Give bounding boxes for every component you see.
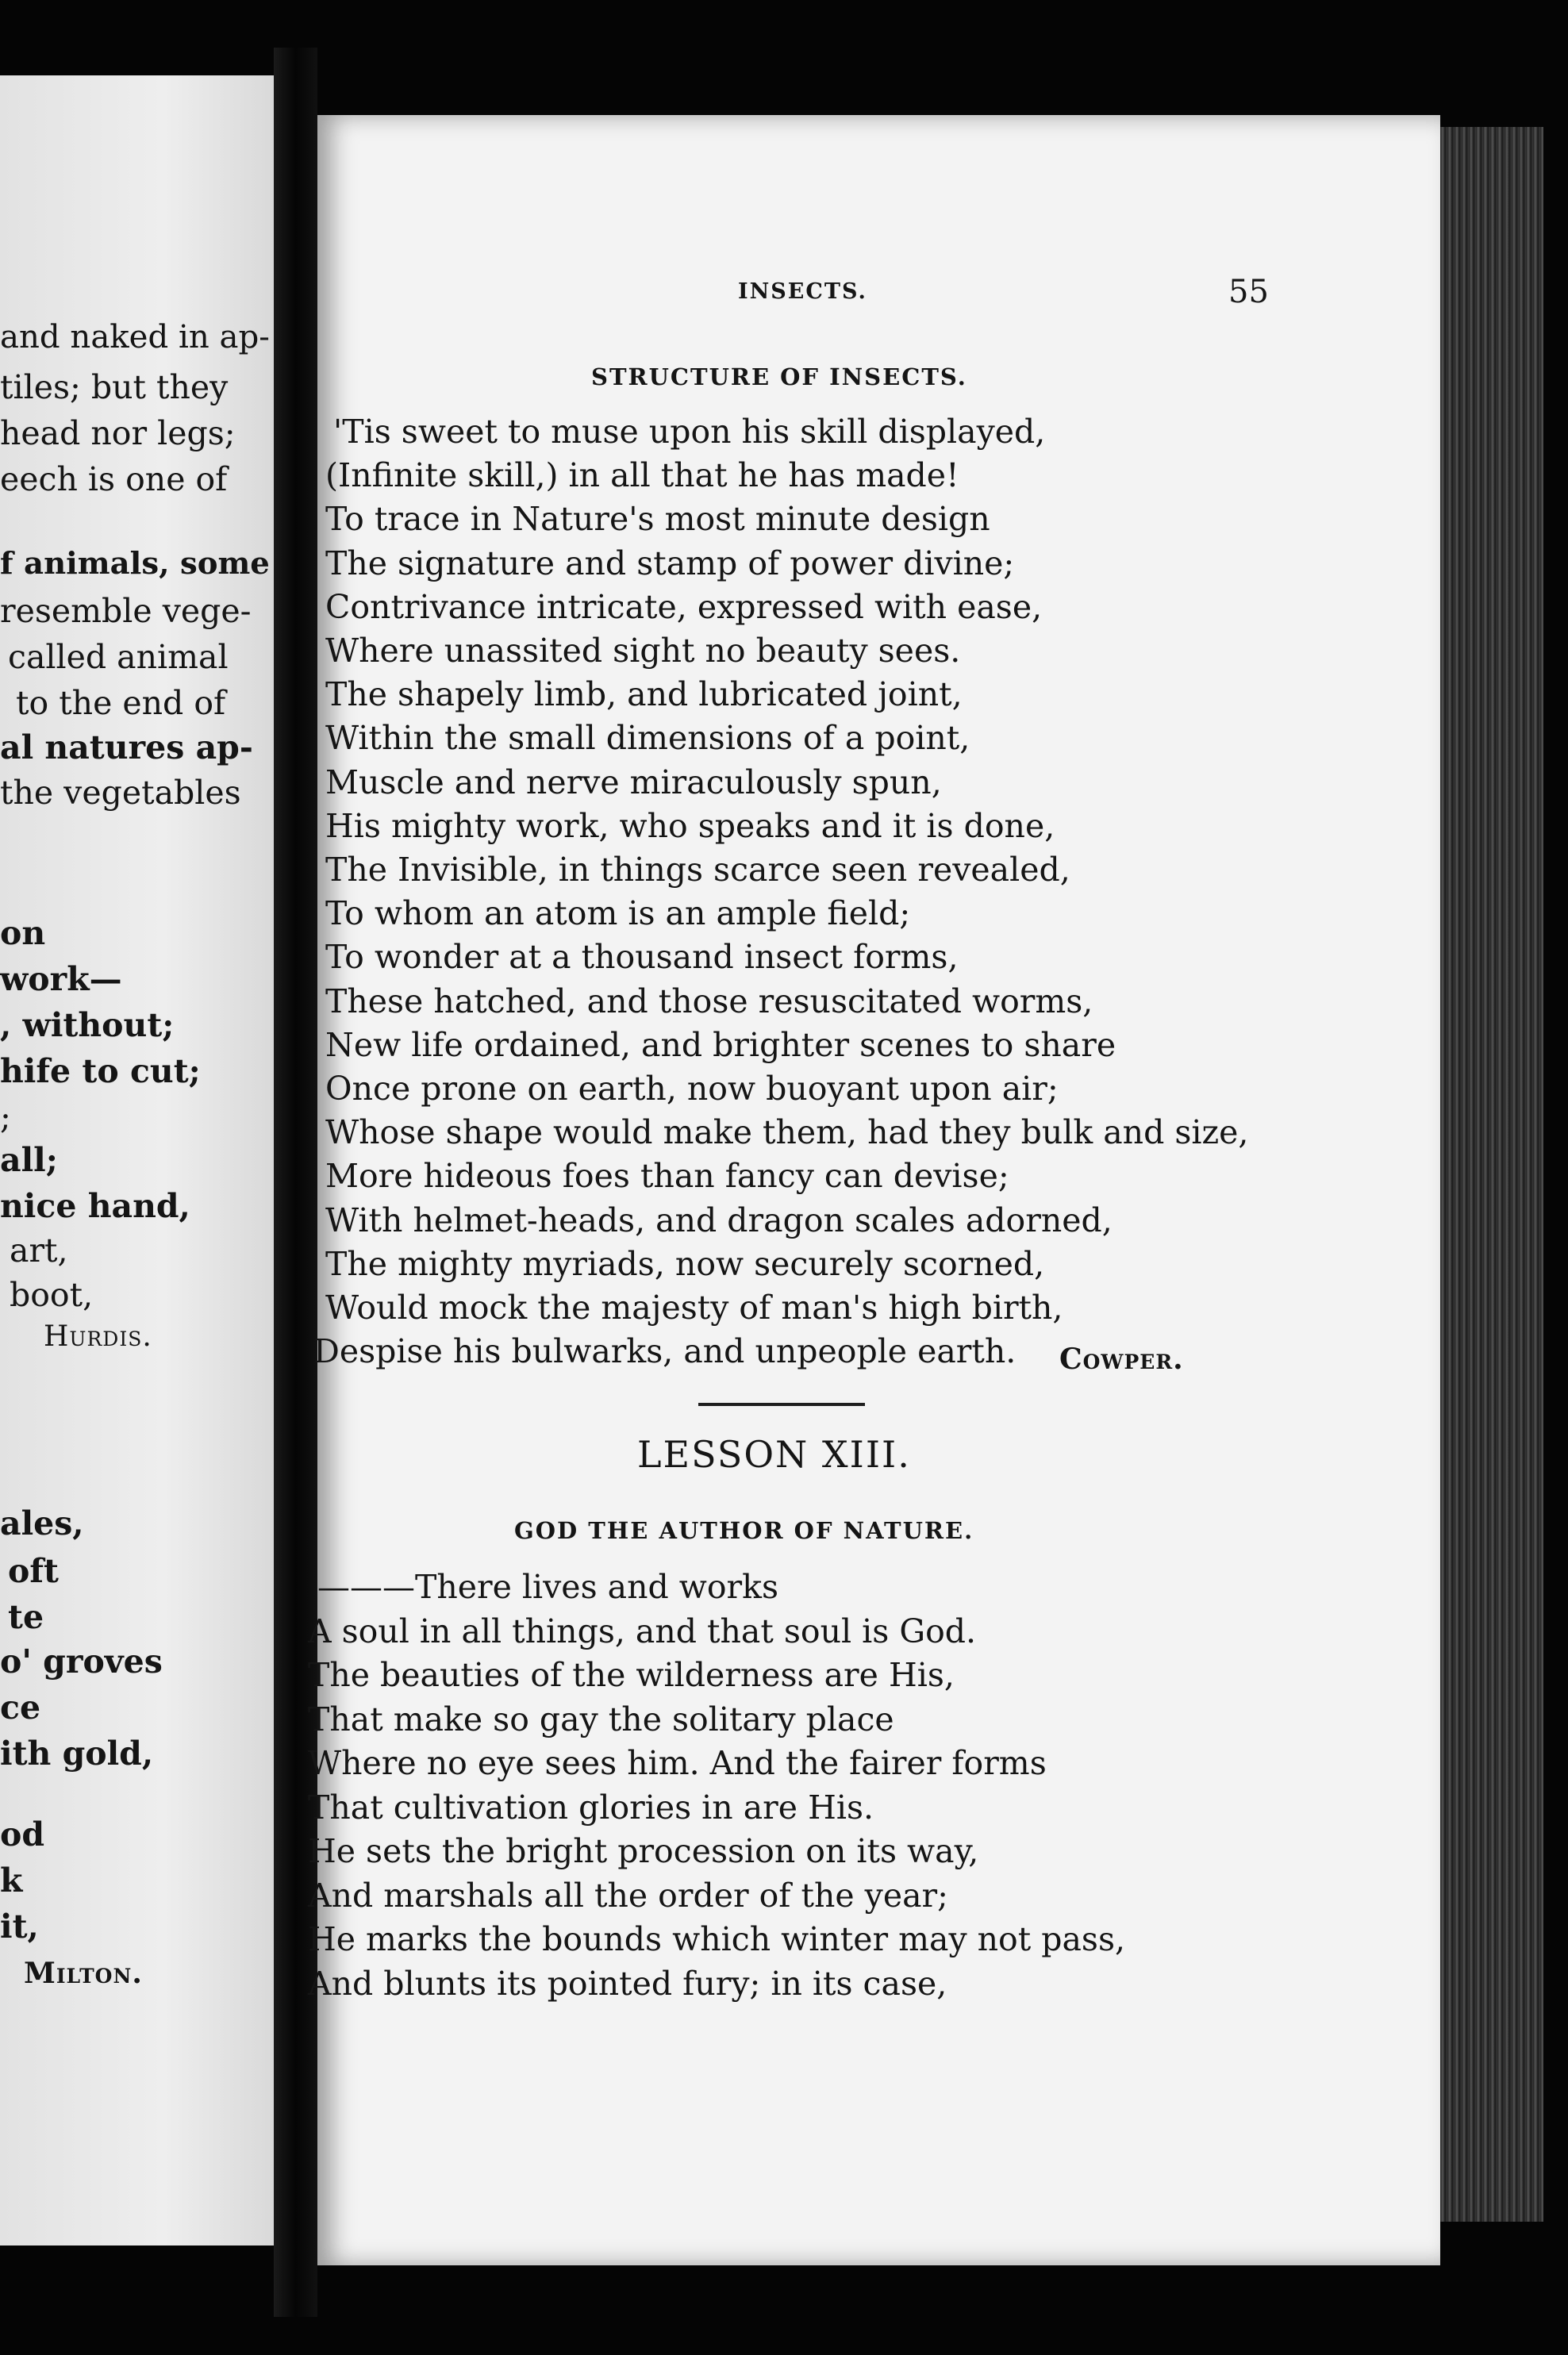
left-line: ales, <box>0 1504 84 1542</box>
page-edges <box>1440 127 1543 2222</box>
left-line: al natures ap- <box>0 728 253 766</box>
left-line: work— <box>0 960 122 998</box>
left-line: o' groves <box>0 1642 163 1681</box>
poem-line: Contrivance intricate, expressed with ease, <box>325 587 1043 626</box>
poem-line: To whom an atom is an ample field; <box>325 894 911 933</box>
poem-line: With helmet-heads, and dragon scales adorned, <box>325 1201 1113 1239</box>
running-head: INSECTS. <box>738 279 867 304</box>
poem-line: The signature and stamp of power divine; <box>325 544 1015 582</box>
left-line: art, <box>10 1231 68 1270</box>
left-line: hife to cut; <box>0 1052 201 1090</box>
poem-line: To wonder at a thousand insect forms, <box>325 938 959 977</box>
section-divider <box>698 1403 865 1406</box>
poem-line: The mighty myriads, now securely scorned, <box>325 1244 1045 1283</box>
poem-line: These hatched, and those resuscitated worms, <box>325 982 1093 1020</box>
left-line: to the end of <box>16 684 226 722</box>
poem-line: To trace in Nature's most minute design <box>325 500 990 539</box>
left-attribution: Milton. <box>24 1957 143 1990</box>
poem-line: Whose shape would make them, had they bulk and size, <box>325 1113 1249 1152</box>
left-attribution: Hurdis. <box>44 1320 152 1353</box>
poem-line: Where unassited sight no beauty sees. <box>325 632 961 670</box>
left-line: the vegetables <box>0 774 241 812</box>
poem-line: Would mock the majesty of man's high birth, <box>325 1289 1063 1327</box>
poem-line: The shapely limb, and lubricated joint, <box>325 675 963 714</box>
poem-line: More hideous foes than fancy can devise; <box>325 1157 1009 1196</box>
left-line: nice hand, <box>0 1187 190 1225</box>
poem-line: Despise his bulwarks, and unpeople earth. <box>313 1332 1017 1371</box>
poem-line: (Infinite skill,) in all that he has made! <box>325 456 959 495</box>
page-number: 55 <box>1228 274 1269 310</box>
left-line: , without; <box>0 1006 175 1044</box>
left-line: eech is one of <box>0 460 228 498</box>
left-line: ith gold, <box>0 1735 154 1773</box>
poem-line: A soul in all things, and that soul is God. <box>308 1612 977 1650</box>
left-line: k <box>0 1861 23 1900</box>
left-line: resemble vege- <box>0 592 252 630</box>
poem-line: He marks the bounds which winter may not pass, <box>308 1920 1126 1958</box>
lesson-heading: LESSON XIII. <box>637 1433 911 1476</box>
poem-line: Once prone on earth, now buoyant upon air; <box>325 1070 1059 1108</box>
poem-line: Muscle and nerve miraculously spun, <box>325 763 942 801</box>
left-line: on <box>0 914 46 952</box>
poem-line: 'Tis sweet to muse upon his skill displayed, <box>333 413 1046 451</box>
left-line: and naked in ap- <box>0 319 270 355</box>
poem-line: Where no eye sees him. And the fairer forms <box>308 1744 1047 1782</box>
left-line: it, <box>0 1907 39 1946</box>
left-line: called animal <box>8 638 229 676</box>
poem-line: ———There lives and works <box>317 1568 779 1606</box>
left-line: f animals, some <box>0 546 270 582</box>
poem-line: And blunts its pointed fury; in its case, <box>308 1964 947 2003</box>
left-line: te <box>8 1598 44 1636</box>
poem-line: That cultivation glories in are His. <box>308 1788 874 1827</box>
poem-line: That make so gay the solitary place <box>308 1700 894 1738</box>
poem-line: The beauties of the wilderness are His, <box>308 1656 955 1694</box>
left-line: od <box>0 1815 45 1854</box>
left-line: oft <box>8 1552 59 1590</box>
poem-line: Within the small dimensions of a point, <box>325 719 970 758</box>
left-line: boot, <box>10 1276 94 1314</box>
poem-title: GOD THE AUTHOR OF NATURE. <box>514 1517 974 1544</box>
poem-line: New life ordained, and brighter scenes to share <box>325 1025 1116 1064</box>
poem-attribution: Cowper. <box>1059 1343 1184 1376</box>
left-line: all; <box>0 1141 58 1179</box>
poem-line: His mighty work, who speaks and it is done, <box>325 806 1055 845</box>
left-line: ce <box>0 1688 41 1727</box>
left-line: head nor legs; <box>0 414 236 452</box>
poem-line: He sets the bright procession on its way, <box>308 1832 979 1870</box>
poem-line: The Invisible, in things scarce seen revealed, <box>325 851 1070 889</box>
poem-line: And marshals all the order of the year; <box>308 1876 948 1915</box>
left-line: tiles; but they <box>0 368 229 406</box>
left-line: ; <box>0 1098 11 1136</box>
poem-title: STRUCTURE OF INSECTS. <box>591 363 967 390</box>
